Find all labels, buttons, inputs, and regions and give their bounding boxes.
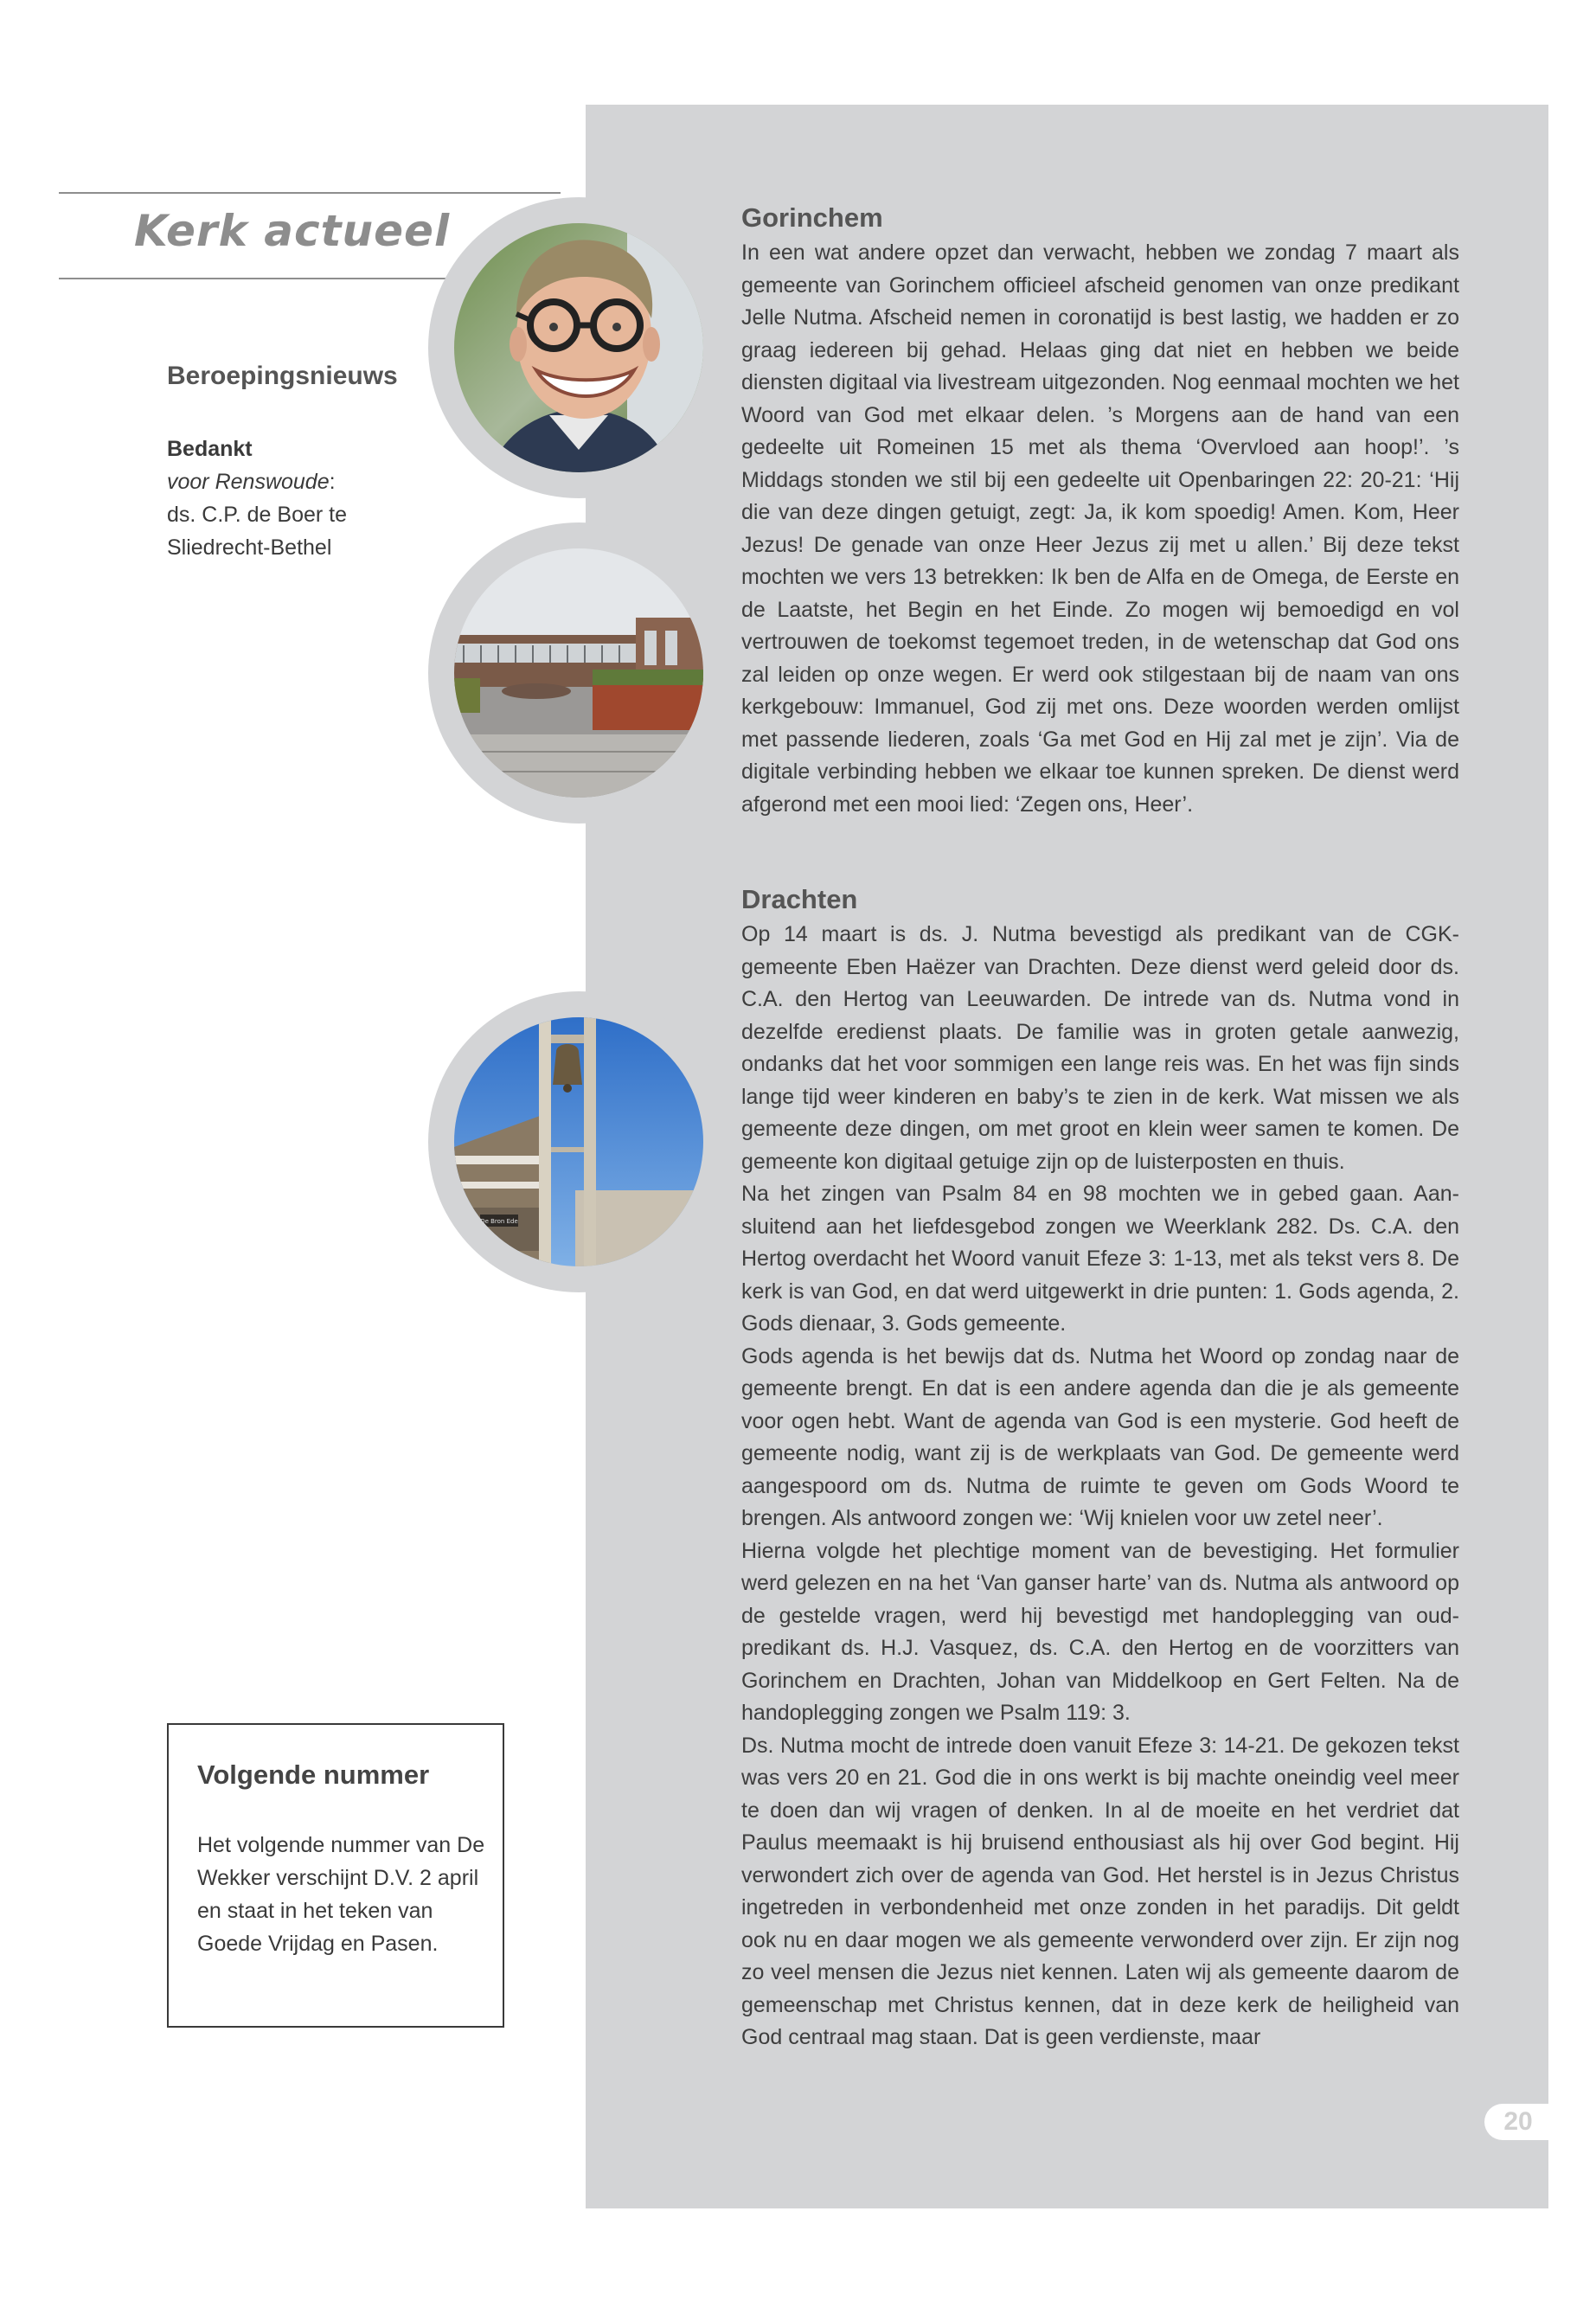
next-issue-text: Het volgende nummer van De Wekker verschijnt D.V. 2 april en staat in het teken van Goede Vrijdag en Pasen. — [197, 1833, 485, 1956]
call-news-label: Bedankt — [167, 437, 253, 461]
article-gorinchem-title: Gorinchem — [741, 202, 883, 233]
next-issue-title: Volgende nummer — [197, 1759, 430, 1790]
article-gorinchem — [741, 202, 1459, 821]
article-drachten-paragraph: Op 14 maart is ds. J. Nutma bevestigd als predikant van de CGK-gemeente Eben Haëzer van Drachten. Deze dienst werd geleid door ds. C.A. den Hertog van Leeuwarden. De intrede van ds. Nutma vond in dezelfde eredienst plaats. De familie was in groten getale aanwezig, ondanks dat het voor sommigen een lange reis was. En het was fijn sinds lange tijd weer kinderen en baby’s te zien in de kerk. Wat missen we als gemeente deze dingen, om met groot en klein weer samen te komen. De gemeente kon digitaal getuige zijn op de luisterposten en thuis. — [741, 922, 1459, 1174]
article-drachten-title: Drachten — [741, 884, 858, 914]
church-sign-text: De Bron Ede — [480, 1218, 518, 1225]
bell-tower-photo-frame — [428, 991, 729, 1292]
article-drachten-paragraph: Na het zingen van Psalm 84 en 98 mochten we in gebed gaan. Aansluitend aan het liefdesgebod zongen we Weerklank 282. Ds. C.A. den Hertog overdacht het Woord vanuit Efeze 3: 1-13, met als tekst vers 8. De kerk is van God, en dat werd uitgewerkt in drie punten: 1. Gods agenda, 2. Gods dienaar, 3. Gods gemeente. — [741, 1182, 1459, 1336]
church-building-photo-frame — [428, 522, 729, 824]
article-drachten-paragraph: Gods agenda is het bewijs dat ds. Nutma het Woord op zondag naar de gemeente brengt. En dat is een andere agenda dan die je als gemeente voor ogen hebt. Want de agenda van God is een mysterie. God heeft de gemeente nodig, want zij is de werkplaats van God. De gemeente werd aangespoord om ds. Nutma de ruimte te geven om Gods Woord te brengen. Als antwoord zongen we: ‘Wij knielen voor uw zetel neer’. — [741, 1343, 1459, 1530]
portrait-illustration — [454, 223, 703, 472]
call-news-colon: : — [329, 470, 336, 494]
page-number: 20 — [1484, 2104, 1552, 2140]
call-news-line-1: ds. C.P. de Boer te — [167, 503, 347, 527]
article-drachten-paragraph: Hierna volgde het plechtige moment van de bevestiging. Het formulier werd gelezen en na het ‘Van ganser harte’ van ds. Nutma als antwoord op de gestelde vragen, werd hij bevestigd met handoplegging van oudpredikant ds. H.J. Vasquez, ds. C.A. den Hertog en de voorzitters van Gorinchem en Drachten, Johan van Middelkoop en Gert Felten. Na de handoplegging zongen we Psalm 119: 3. — [741, 1538, 1459, 1725]
article-drachten — [741, 884, 1459, 2054]
title-rule-top — [59, 192, 561, 194]
church-building-illustration — [454, 548, 703, 798]
article-gorinchem-body: In een wat andere opzet dan verwacht, hebben we zondag 7 maart als gemeente van Gorinchem officieel afscheid genomen van onze predikant Jelle Nutma. Afscheid nemen in coronatijd is best lastig, we hadden er zo graag iedereen bij gehad. Helaas ging dat niet en hebben we beide diensten digitaal via livestream uitgezonden. Nog eenmaal mochten we het Woord van God met elkaar delen. ’s Morgens aan de hand van een gedeelte uit Romeinen 15 met als thema ‘Overvloed aan hoop!’. ’s Middags stonden we stil bij een gedeelte uit Openbaringen 22: 20-21: ‘Hij die van deze dingen getuigt, zegt: Ja, ik kom spoedig! Amen. Kom, Heer Jezus! De genade van onze Heer Jezus zij met u allen.’ Bij deze tekst mochten we vers 13 betrekken: Ik ben de Alfa en de Omega, de Eerste en de Laatste, het Begin en het Einde. Zo mogen wij bemoedigd en vol vertrouwen de toekomst tegemoet treden, in de wetenschap dat God ons zal leiden op onze wegen. Er werd ook stilgestaan bij de naam van ons kerkgebouw: Immanuel, God zij met ons. Deze woorden werden omlijst met passende liederen, zoals ‘Ga met God en Hij zal met je zijn’. Via de digitale verbinding hebben we elkaar toe kunnen spreken. De dienst werd afgerond met een mooi lied: ‘Zegen ons, Heer’. — [741, 240, 1459, 817]
portrait-photo — [454, 223, 703, 472]
church-building-photo — [454, 548, 703, 798]
call-news-subject: voor Renswoude — [167, 470, 330, 494]
title-rule-bottom — [59, 278, 448, 279]
article-drachten-paragraph: Ds. Nutma mocht de intrede doen vanuit Efeze 3: 14-21. De gekozen tekst was vers 20 en 21. God die in ons werkt is bij machte oneindig veel meer te doen dan wij vragen of denken. In al de moeite en het verdriet dat Paulus meemaakt is hij bruisend enthousiast als hij over God begint. Hij verwondert zich over de agenda van God. Het herstel is in Jezus Christus ingetreden in verbondenheid met onze zonden in het paradijs. Dit geldt ook nu en daar mogen we als gemeente verwonderd over zijn. Er zijn nog zo veel mensen die Jezus niet kennen. Laten wij als gemeente daarom de gemeenschap met Christus kennen, dat in deze kerk de heiligheid van God centraal mag staan. Dat is geen verdienste, maar — [741, 1733, 1459, 2049]
section-title: Kerk actueel — [134, 206, 451, 256]
call-news-line-2: Sliedrecht-Bethel — [167, 535, 332, 560]
sidebar-heading: Beroepingsnieuws — [167, 362, 398, 390]
portrait-photo-frame — [428, 197, 729, 498]
bell-tower-photo — [454, 1017, 703, 1266]
bell-tower-illustration — [454, 1017, 703, 1266]
call-news-block — [167, 433, 435, 564]
next-issue-box — [167, 1723, 504, 2028]
call-news-subject-line — [167, 465, 435, 498]
